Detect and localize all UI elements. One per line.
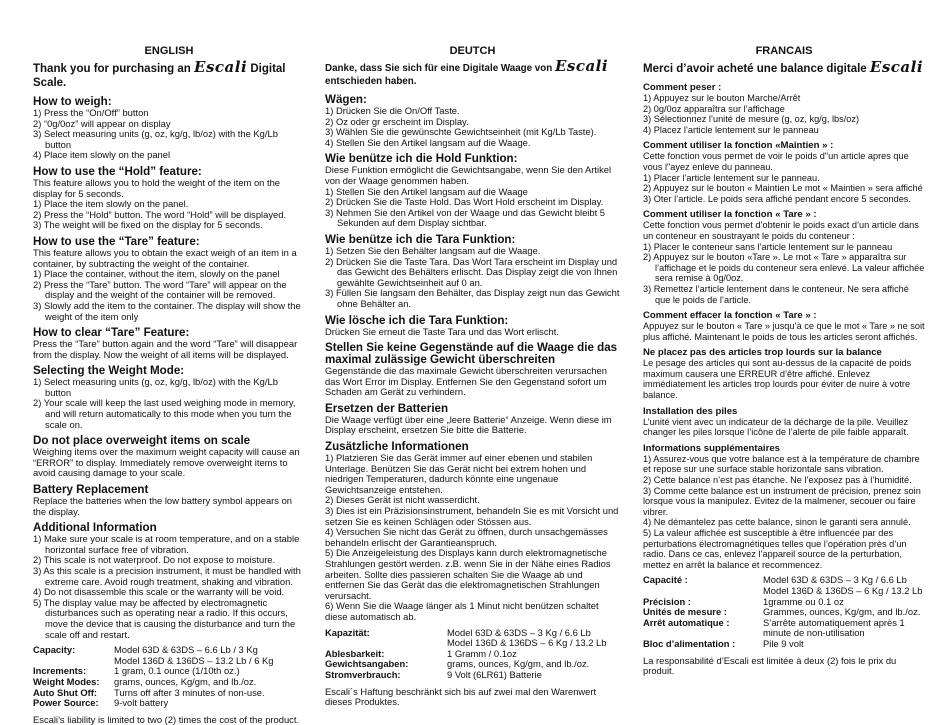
list-item: 1) Stellen Sie den Artikel langsam auf die Waage (325, 185, 528, 197)
spec-value: Turns off after 3 minutes of non-use. (114, 686, 265, 698)
spec-label-empty (643, 586, 763, 597)
list-item: 1) Placer l’article lentement sur le panneau. (643, 172, 820, 183)
paragraph: 3) Comme cette balance est un instrument de précision, prenez soin lorsque vous la manipulez. Evitez de la malmener, secouer ou faire vibrer. (643, 485, 921, 517)
spec-value: Pile 9 volt (763, 637, 804, 649)
spec-label: Gewichtsangaben: (325, 658, 409, 670)
section-heading: How to use the “Tare” feature: (33, 234, 200, 248)
paragraph: 3) Dies ist ein Präzisionsinstrument, behandeln Sie es mit Vorsicht und setzen Sie es keinen Schlägen oder Stössen aus. (325, 505, 619, 527)
section-heading: How to use the “Hold” feature: (33, 164, 202, 178)
section (325, 403, 620, 436)
list-item: 2) Appuyez sur le bouton « Maintien Le mot « Maintien » sera affiché (643, 183, 923, 194)
section-heading: Installation des piles (643, 405, 738, 417)
intro-after: entschieden haben. (325, 76, 417, 87)
section (33, 484, 305, 517)
list-item: 4) Placez l’article lentement sur le panneau (643, 124, 819, 135)
spec-value: Grammes, ounces, Kg/gm, and lb./oz. (763, 606, 921, 618)
paragraph: Cette fonction vous permet d’obtenir le poids exact d’un article dans un conteneur en soustrayant le poids du conteneur : (643, 220, 919, 241)
paragraph: 1) Platzieren Sie das Gerät immer auf einer ebenen und stabilen Unterlage. Benützen Sie das Gerät nicht bei extrem hohen und niedrigen Temperaturen, dadurch könnte eine ungenaue Gewichtsanzeige entstehen. (325, 452, 593, 495)
section (33, 435, 305, 479)
list-item: 4) Do not disassemble this scale or the warranty will be void. (33, 586, 285, 598)
section (643, 443, 925, 571)
french-column (643, 45, 925, 677)
list-item: 1) Drücken Sie die On/Off Taste. (325, 105, 460, 116)
list-item: 1) Place the item slowly on the panel. (33, 198, 189, 210)
intro-text (643, 60, 925, 76)
section (33, 96, 305, 161)
spec-value: grams, ounces, Kg/gm, and lb./oz. (447, 658, 590, 670)
spec-label: Unités de mesure : (643, 606, 727, 618)
list-item: 2) Drücken Sie die Taste Tara. Das Wort Tara erscheint im Display und das Gewicht des Behälters erlischt. Das Display zeigt die von Ihnen gewählte Gewichtseinheit auf 0 an. (325, 255, 618, 288)
intro-after: Digital Scale. (33, 63, 286, 89)
section-heading: Wie benütze ich die Tara Funktion: (325, 232, 516, 246)
intro-before: Danke, dass Sie sich für eine Digitale Waage von (325, 63, 555, 74)
section-heading: Wägen: (325, 93, 367, 106)
section (643, 140, 925, 204)
specifications-table (33, 645, 305, 709)
liability-note: Escali´s Haftung beschränkt sich bis auf zwei mal den Warenwert dieses Produktes. (325, 685, 597, 708)
section-heading: Comment peser : (643, 82, 722, 93)
paragraph: Diese Funktion ermöglicht die Gewichtsangabe, wenn Sie den Artikel von der Waage genommen haben. (325, 164, 612, 186)
section (33, 236, 305, 322)
section-heading: Informations supplémentaires (643, 442, 781, 454)
spec-value: grams, ounces, Kg/gm, and lb./oz. (114, 675, 257, 687)
list-item: 1) Placer le conteneur sans l’article lentement sur le panneau (643, 241, 893, 252)
spec-value: Model 63D & 63DS – 6.6 Lb / 3 Kg (114, 644, 258, 656)
intro-before: Thank you for purchasing an (33, 63, 195, 75)
list-item: 2) Appuyez sur le bouton «Tare ». Le mot « Tare » apparaîtra sur l’affichage et le poids du conteneur sera enlevé. La valeur affichée sera remise à 0g/0oz. (643, 252, 925, 284)
section (643, 310, 925, 342)
column-title: FRANCAIS (755, 45, 813, 57)
spec-label: Power Source: (33, 697, 99, 709)
paragraph: This feature allows you to hold the weight of the item on the display for 5 seconds. (33, 176, 281, 199)
list-item: 4) Stellen Sie den Artikel langsam auf die Waage. (325, 136, 531, 148)
spec-label: Increments: (33, 665, 87, 677)
list-item: 3) The weight will be fixed on the display for 5 seconds. (33, 219, 263, 231)
section-heading: Wie lösche ich die Tara Funktion: (325, 313, 509, 327)
paragraph: 5) La valeur affichée est susceptible à être influencée par des perturbations électromagnétiques telles que l’opération près d’un radio. Dans ce cas, enlevez l’appareil source de la perturbation, mettez en arrêt la balance et recommencez. (643, 528, 907, 570)
paragraph: Replace the batteries when the low battery symbol appears on the display. (33, 495, 293, 517)
spec-label: Capacity: (33, 644, 76, 656)
paragraph: 2) Cette balance n’est pas étanche. Ne l’exposez pas à l’humidité. (643, 475, 912, 486)
list-item: 3) Remettez l’article lentement dans le conteneur. Ne sera affiché que le poids de l’article. (643, 283, 909, 305)
section (325, 342, 620, 398)
list-item: 1) Setzen Sie den Behälter langsam auf die Waage. (325, 244, 541, 256)
paragraph: Die Waage verfügt über eine „leere Batterie“ Anzeige. Wenn diese im Display erscheint, ersetzen Sie bitte die Batterie. (325, 413, 612, 436)
section-heading: Ersetzen der Batterien (325, 401, 449, 415)
spec-value: 9-volt battery (114, 697, 169, 709)
column-title: DEUTCH (449, 45, 496, 57)
spec-value: Model 63D & 63DS – 3 Kg / 6.6 Lb (447, 626, 591, 638)
paragraph: Drücken Sie erneut die Taste Tara und das Wort erlischt. (325, 325, 559, 337)
list-item: 2) Press the “Tare” button. The word “Tare” will appear on the display and the weight of the container will be removed. (33, 278, 287, 301)
spec-label: Précision : (643, 595, 691, 607)
paragraph: This feature allows you to obtain the exact weigh of an item in a container, by subtracting the weight of the container. (33, 246, 297, 269)
paragraph: Press the “Tare” button again and the word “Tare” will disappear from the display. Now the weight of all items will be displayed. (33, 338, 298, 360)
list-item: 3) Füllen Sie langsam den Behälter, das Display zeigt nun das Gewicht ohne Behälter an. (325, 287, 620, 309)
list-item: 2) Your scale will keep the last used weighing mode in memory, and will return automatically to this mode when you turn the scale on. (33, 397, 296, 430)
specifications-table (325, 628, 620, 681)
spec-value: 1 Gramm / 0.1oz (447, 647, 517, 659)
list-item: 1) Press the “On/Off” button (33, 107, 149, 118)
section-heading: Comment utiliser la fonction «Maintien » : (643, 140, 834, 152)
paragraph: L’unité vient avec un indicateur de la décharge de la pile. Veuillez changer les piles lorsque l’icône de l’alerte de pile faible apparaît. (643, 416, 909, 438)
column-title: ENGLISH (144, 45, 194, 57)
paragraph: 1) Assurez-vous que votre balance est à la température de chambre et repose sur une surface stable horizontale sans vibration. (643, 453, 920, 475)
section-heading: How to clear “Tare” Feature: (33, 326, 190, 340)
section-heading: Do not place overweight items on scale (33, 434, 251, 448)
section (325, 315, 620, 338)
list-item: 2) “0g/0oz” will appear on display (33, 117, 171, 129)
section (33, 522, 305, 640)
spec-label: Auto Shut Off: (33, 686, 98, 698)
paragraph: Cette fonction vous permet de voir le poids d"un article apres que vous l"ayez enleve du panneau. (643, 151, 909, 172)
spec-label: Weight Modes: (33, 675, 100, 687)
list-item: 3) Oter l’article. Le poids sera affiché pendant encore 5 secondes. (643, 193, 911, 204)
list-item: 3) Nehmen Sie den Artikel von der Waage und das Gewicht bleibt 5 Sekunden auf dem Display sichtbar. (325, 206, 606, 229)
list-item: 3) Slowly add the item to the container. The display will show the weight of the item only (33, 299, 301, 322)
paragraph: 4) Versuchen Sie nicht das Gerät zu öffnen, durch unsachgemässes behandeln erlischt der Garantieanspruch. (325, 526, 608, 548)
paragraph: Gegenstände die das maximale Gewicht überschreiten verursachen das Wort Error im Display. Entfernen Sie den Gegenstand sofort um Schaden am Gerät zu verhindern. (325, 365, 607, 398)
spec-value: 9 Volt (6LR61) Batterie (447, 668, 542, 680)
list-item: 3) As this scale is a precision instrument, it must be handled with extreme care. Avoid rough treatment, shaking and vibration. (33, 565, 301, 587)
list-item: 1) Appuyez sur le bouton Marche/Arrêt (643, 93, 801, 103)
paragraph: 4) Ne démantelez pas cette balance, sinon le garanti sera annulé. (643, 517, 911, 528)
section-heading: Additional Information (33, 521, 157, 535)
list-item: 1) Place the container, without the item, slowly on the panel (33, 268, 280, 280)
section-heading: Wie benütze ich die Hold Funktion: (325, 152, 518, 166)
intro-text (33, 60, 305, 90)
section-heading: Stellen Sie keine Gegenstände auf die Waage die das maximal zulässige Gewicht überschreiten (325, 341, 618, 367)
section (643, 82, 925, 135)
list-item: 3) Sélectionnez l’unité de mesure (g, oz, kg/g, lbs/oz) (643, 114, 860, 125)
spec-label: Stromverbrauch: (325, 668, 401, 680)
section (643, 209, 925, 305)
spec-value: Model 136D & 136DS – 6 Kg / 13.2 Lb (763, 584, 923, 596)
spec-value: S’arrête automatiquement après 1 minute de non-utilisation (763, 616, 905, 639)
escali-logo: Escali (194, 58, 248, 76)
list-item: 2) Press the “Hold” button. The word “Hold” will be displayed. (33, 208, 287, 220)
list-item: 5) The display value may be affected by electromagnetic disturbances such as operating near a radio. If this occurs, move the device that is causing the disturbance and turn the scale off and restart. (33, 596, 296, 640)
section (33, 327, 305, 360)
escali-logo: Escali (869, 58, 924, 76)
spec-value: 1gramme ou 0.1 oz (763, 595, 844, 607)
spec-label: Capacité : (643, 574, 688, 586)
section (325, 153, 620, 229)
list-item: 2) 0g/0oz apparaîtra sur l’affichage (643, 103, 785, 114)
list-item: 1) Make sure your scale is at room temperature, and on a stable horizontal surface free of vibration. (33, 533, 300, 555)
intro-before: Merci d’avoir acheté une balance digitale (643, 63, 870, 75)
liability-note: La responsabilité d’Escali est limitée à deux (2) fois le prix du produit. (643, 654, 897, 677)
escali-logo: Escali (554, 57, 609, 75)
list-item: 1) Select measuring units (g, oz, kg/g, lb/oz) with the Kg/Lb button (33, 376, 278, 398)
list-item: 4) Place item slowly on the panel (33, 149, 171, 161)
section-heading: Battery Replacement (33, 483, 149, 497)
section (325, 441, 620, 623)
section-heading: Comment utiliser la fonction « Tare » : (643, 209, 817, 221)
paragraph: 2) Dieses Gerät ist nicht wasserdicht. (325, 494, 480, 506)
spec-value: Model 136D & 136DS – 6 Kg / 13.2 Lb (447, 637, 607, 649)
section (325, 234, 620, 310)
section (643, 406, 925, 438)
section-heading: Selecting the Weight Mode: (33, 364, 185, 378)
spec-label: Ablesbarkeit: (325, 647, 385, 659)
spec-label: Kapazität: (325, 626, 370, 638)
liability-note: Escali’s liability is limited to two (2) times the cost of the product. (33, 713, 300, 725)
spec-value: Model 63D & 63DS – 3 Kg / 6.6 Lb (763, 574, 907, 586)
section-heading: Ne placez pas des articles trop lourds sur la balance (643, 347, 882, 359)
specifications-table (643, 575, 925, 649)
section (33, 166, 305, 231)
paragraph: 5) Die Anzeigeleistung des Displays kann durch elektromagnetische Strahlungen gestört werden. z.B. wenn Sie in der Nähe eines Radios arbeiten. Sollte dies passieren schalten Sie die Waage ab und entfernen Sie das Gerät das die elektromagnetischen Strahlungen verursacht. (325, 547, 611, 601)
spec-value: 1 gram, 0.1 ounce (1/10th oz.) (114, 665, 240, 677)
spec-value: Model 136D & 136DS – 13.2 Lb / 6 Kg (114, 654, 274, 666)
german-column (325, 45, 620, 708)
section-heading: Comment effacer la fonction « Tare » : (643, 310, 817, 322)
list-item: 2) Drücken Sie die Taste Hold. Das Wort Hold erscheint im Display. (325, 196, 604, 208)
section-heading: Zusätzliche Informationen (325, 440, 469, 454)
intro-text (325, 57, 620, 88)
list-item: 3) Wählen Sie die gewünschte Gewichtseinheit (mit Kg/Lb Taste). (325, 126, 597, 138)
paragraph: Appuyez sur le bouton « Tare » jusqu’à ce que le mot « Tare » ne soit plus affiché. Maintenant le poids de tous les articles seront affichés. (643, 321, 925, 342)
paragraph: Le pesage des articles qui sont au-dessus de la capacité de poids maximum causera une ERREUR d’être affiché. Enlevez immédiatement les articles trop lourds pour éviter de nuire à votre balance. (643, 358, 912, 401)
english-column (33, 45, 305, 725)
section-heading: How to weigh: (33, 95, 112, 108)
paragraph: 6) Wenn Sie die Waage länger als 1 Minut nicht benützen schaltet diese automatisch ab. (325, 600, 599, 622)
spec-label: Bloc d’alimentation : (643, 637, 736, 649)
section (33, 365, 305, 430)
list-item: 2) This scale is not waterproof. Do not expose to moisture. (33, 554, 276, 566)
section (325, 94, 620, 148)
spec-label: Arrêt automatique : (643, 616, 730, 628)
section (643, 347, 925, 400)
list-item: 3) Select measuring units (g, oz, kg/g, lb/oz) with the Kg/Lb button (33, 128, 278, 150)
list-item: 2) Oz oder gr erscheint im Display. (325, 115, 469, 127)
paragraph: Weighing items over the maximum weight capacity will cause an “ERROR” to display. Immediately remove overweight items to avoid causing damage to your scale. (33, 446, 300, 479)
